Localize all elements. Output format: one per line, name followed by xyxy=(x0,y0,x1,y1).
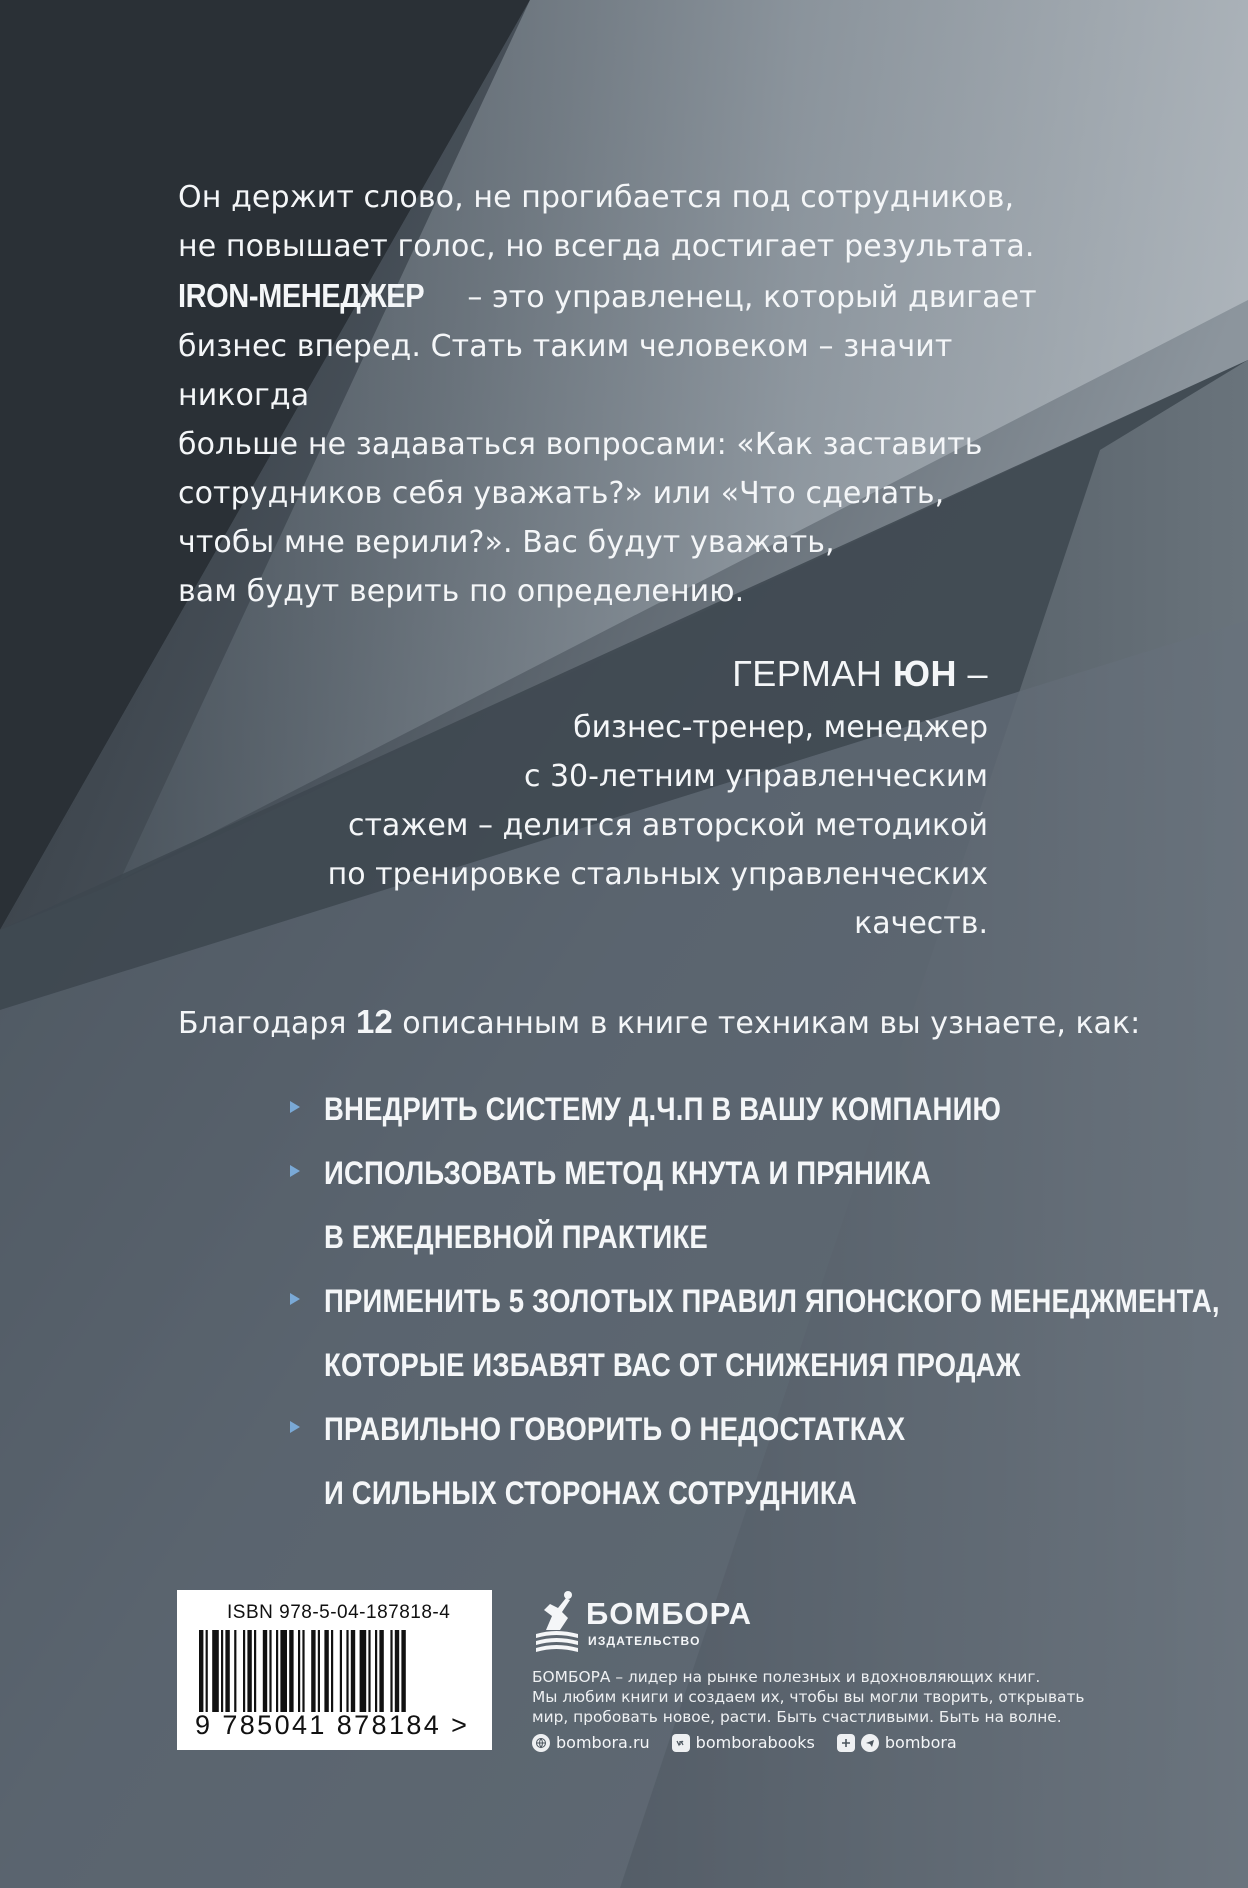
publisher-socials xyxy=(532,1733,957,1752)
vk-icon xyxy=(672,1734,690,1752)
author-last-name: ЮН xyxy=(892,653,957,694)
triangle-bullet-icon xyxy=(290,1165,300,1177)
blurb-line: бизнес вперед. Стать таким человеком – значит никогда xyxy=(178,329,953,413)
techniques-list xyxy=(290,1077,1248,1525)
author-line: бизнес-тренер, менеджер xyxy=(573,710,988,745)
author-name xyxy=(188,645,988,703)
list-item xyxy=(290,1077,1248,1141)
technique-line: ПРИМЕНИТЬ 5 ЗОЛОТЫХ ПРАВИЛ ЯПОНСКОГО МЕНЕДЖМЕНТА, xyxy=(324,1283,1220,1319)
technique-line: ВНЕДРИТЬ СИСТЕМУ Д.Ч.П В ВАШУ КОМПАНИЮ xyxy=(324,1091,1002,1127)
isbn-number: ISBN 978-5-04-187818-4 xyxy=(227,1602,451,1623)
triangle-bullet-icon xyxy=(290,1101,300,1113)
blurb xyxy=(178,173,1078,616)
technique-count: 12 xyxy=(356,1003,393,1040)
author-line: по тренировке стальных управленческих качеств. xyxy=(327,857,988,941)
technique-line: ПРАВИЛЬНО ГОВОРИТЬ О НЕДОСТАТКАХ xyxy=(324,1411,906,1447)
blurb-line xyxy=(178,271,1078,322)
barcode-image xyxy=(199,1630,469,1712)
telegram-link[interactable]: bombora xyxy=(884,1733,957,1752)
author-dash: – xyxy=(956,653,988,694)
list-item xyxy=(290,1397,1248,1525)
triangle-bullet-icon xyxy=(290,1293,300,1305)
author-first-name: ГЕРМАН xyxy=(732,653,893,694)
publisher-desc-line: БОМБОРА – лидер на рынке полезных и вдохновляющих книг. xyxy=(532,1668,1041,1686)
blurb-line: больше не задаваться вопросами: «Как заставить xyxy=(178,427,983,462)
techniques-intro xyxy=(178,1000,1140,1046)
list-item xyxy=(290,1141,1248,1269)
vk-link[interactable]: bomborabooks xyxy=(695,1733,815,1752)
isbn-barcode xyxy=(177,1590,492,1750)
telegram-icon xyxy=(861,1734,879,1752)
technique-line: И СИЛЬНЫХ СТОРОНАХ СОТРУДНИКА xyxy=(324,1475,857,1511)
social-site[interactable] xyxy=(532,1733,650,1752)
globe-icon xyxy=(532,1734,550,1752)
author-bio xyxy=(188,645,988,948)
site-link[interactable]: bombora.ru xyxy=(556,1733,650,1752)
blurb-line: Он держит слово, не прогибается под сотрудников, xyxy=(178,180,1015,215)
blurb-line-rest: – это управленец, который двигает xyxy=(457,280,1037,315)
publisher-desc-line: Мы любим книги и создаем их, чтобы вы могли творить, открывать xyxy=(532,1688,1085,1706)
social-telegram[interactable] xyxy=(837,1733,957,1752)
author-line: стажем – делится авторской методикой xyxy=(347,808,988,843)
publisher-name: БОМБОРА xyxy=(586,1596,752,1631)
technique-line: КОТОРЫЕ ИЗБАВЯТ ВАС ОТ СНИЖЕНИЯ ПРОДАЖ xyxy=(324,1347,1021,1383)
list-item xyxy=(290,1269,1248,1397)
blurb-line: чтобы мне верили?». Вас будут уважать, xyxy=(178,525,835,560)
brand-name: IRON-МЕНЕДЖЕР xyxy=(178,277,425,314)
social-vk[interactable] xyxy=(672,1733,815,1752)
publisher-subtitle: ИЗДАТЕЛЬСТВО xyxy=(588,1634,701,1648)
publisher-description xyxy=(532,1667,1092,1727)
blurb-line: сотрудников себя уважать?» или «Что сделать, xyxy=(178,476,945,511)
plus-icon xyxy=(837,1734,855,1752)
barcode-digits: 9 785041 878184 > xyxy=(195,1710,470,1740)
technique-line: В ЕЖЕДНЕВНОЙ ПРАКТИКЕ xyxy=(324,1219,708,1255)
intro-after: описанным в книге техникам вы узнаете, как: xyxy=(392,1006,1141,1041)
author-line: с 30-летним управленческим xyxy=(523,759,988,794)
blurb-line: не повышает голос, но всегда достигает результата. xyxy=(178,229,1035,264)
publisher-desc-line: мир, пробовать новое, расти. Быть счастливыми. Быть на волне. xyxy=(532,1708,1062,1726)
blurb-line: вам будут верить по определению. xyxy=(178,574,745,609)
bombora-logo-icon xyxy=(532,1590,582,1652)
technique-line: ИСПОЛЬЗОВАТЬ МЕТОД КНУТА И ПРЯНИКА xyxy=(324,1155,932,1191)
triangle-bullet-icon xyxy=(290,1421,300,1433)
intro-before: Благодаря xyxy=(178,1006,357,1041)
